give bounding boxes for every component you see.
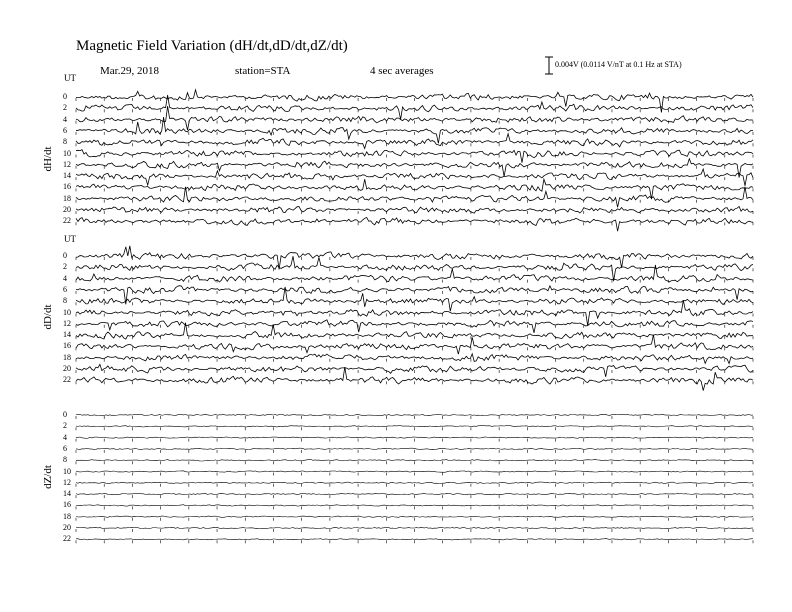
- trace-dHdt-0: [76, 90, 753, 113]
- trace-dZdt-2: [76, 426, 753, 427]
- row-label: 0: [63, 92, 67, 101]
- row-label: 2: [63, 103, 67, 113]
- row-label: 16: [63, 500, 71, 510]
- trace-dZdt-18: [76, 516, 753, 517]
- trace-dDdt-8: [76, 287, 753, 311]
- ut-label-0: UT: [64, 73, 76, 83]
- trace-dZdt-4: [76, 437, 753, 438]
- row-label: 6: [63, 443, 67, 453]
- row-label: 2: [63, 421, 67, 431]
- row-label: 22: [63, 375, 71, 385]
- row-label: 10: [63, 307, 71, 317]
- row-label: 16: [63, 182, 71, 192]
- averaging-label: 4 sec averages: [370, 65, 434, 77]
- trace-dHdt-20: [76, 207, 753, 214]
- date-label: Mar.29, 2018: [100, 65, 159, 77]
- row-label: 0: [63, 410, 67, 419]
- trace-dZdt-20: [76, 527, 753, 528]
- trace-dZdt-16: [76, 505, 753, 506]
- trace-dZdt-14: [76, 494, 753, 495]
- row-label: 4: [63, 273, 67, 283]
- row-label: 2: [63, 262, 67, 272]
- panel-label-0: dH/dt: [42, 146, 54, 172]
- trace-dZdt-12: [76, 482, 753, 484]
- panel-label-1: dD/dt: [42, 304, 54, 330]
- trace-dHdt-16: [76, 179, 753, 199]
- row-label: 12: [63, 159, 71, 169]
- row-label: 8: [63, 296, 67, 306]
- trace-dZdt-6: [76, 448, 753, 449]
- trace-dHdt-8: [76, 134, 753, 149]
- row-label: 0: [63, 251, 67, 260]
- row-label: 12: [63, 318, 71, 328]
- row-label: 20: [63, 523, 71, 532]
- chart-title: Magnetic Field Variation (dH/dt,dD/dt,dZ/dt): [76, 38, 348, 54]
- station-label: station=STA: [235, 65, 291, 77]
- row-label: 4: [63, 432, 67, 442]
- row-label: 18: [63, 193, 71, 203]
- row-label: 18: [63, 352, 71, 362]
- row-label: 16: [63, 341, 71, 351]
- row-label: 22: [63, 216, 71, 226]
- row-label: 10: [63, 466, 71, 476]
- row-label: 6: [63, 125, 67, 135]
- row-label: 20: [63, 205, 71, 214]
- row-label: 4: [63, 114, 67, 124]
- row-label: 6: [63, 284, 67, 294]
- row-label: 22: [63, 534, 71, 544]
- row-label: 8: [63, 137, 67, 147]
- trace-dDdt-18: [76, 354, 753, 364]
- trace-dZdt-22: [76, 539, 753, 540]
- row-label: 14: [63, 330, 71, 340]
- ut-label-1: UT: [64, 234, 76, 244]
- row-label: 18: [63, 511, 71, 521]
- row-label: 8: [63, 455, 67, 465]
- row-label: 12: [63, 477, 71, 487]
- row-label: 20: [63, 364, 71, 373]
- row-label: 14: [63, 171, 71, 181]
- trace-dZdt-10: [76, 471, 753, 473]
- row-label: 14: [63, 489, 71, 499]
- trace-dZdt-0: [76, 414, 753, 415]
- scale-bar-label: 0.004V (0.0114 V/nT at 0.1 Hz at STA): [555, 60, 682, 69]
- trace-dZdt-8: [76, 460, 753, 462]
- row-label: 10: [63, 148, 71, 158]
- panel-label-2: dZ/dt: [42, 465, 54, 489]
